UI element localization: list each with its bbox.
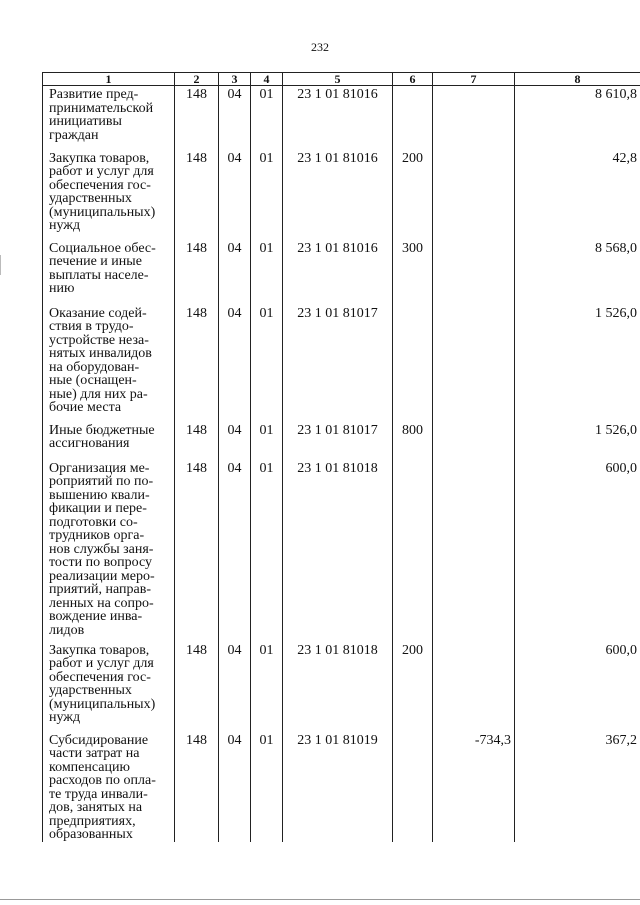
row-ministry-code: 148 [175, 305, 219, 422]
row-expense-type [393, 305, 433, 422]
row-expense-type: 800 [393, 422, 433, 460]
row-target-article: 23 1 01 81016 [283, 150, 393, 240]
row-amount: 1 526,0 [515, 305, 640, 422]
row-change-amount: -734,3 [433, 732, 515, 842]
row-description: Закупка товаров, работ и услуг для обеспечения гос- ударственных (муниципальных) нужд [43, 150, 175, 240]
row-description: Организация ме- роприятий по по- вышению квали- фикации и пере- подготовки со- трудников орга- нов службы заня- тости по вопросу реализации меро- приятий, направ- ленных на сопро- вождение инва- лидов [43, 460, 175, 642]
row-amount: 1 526,0 [515, 422, 640, 460]
row-change-amount [433, 460, 515, 642]
row-section-code: 04 [219, 86, 251, 150]
row-ministry-code: 148 [175, 240, 219, 305]
row-section-code: 04 [219, 732, 251, 842]
row-ministry-code: 148 [175, 422, 219, 460]
row-expense-type [393, 732, 433, 842]
row-subsection-code: 01 [251, 422, 283, 460]
row-subsection-code: 01 [251, 732, 283, 842]
row-ministry-code: 148 [175, 150, 219, 240]
row-description: Иные бюджетные ассигнования [43, 422, 175, 460]
row-change-amount [433, 305, 515, 422]
row-expense-type [393, 460, 433, 642]
page-number: 232 [311, 40, 329, 54]
col-header-3: 3 [219, 73, 251, 86]
row-section-code: 04 [219, 150, 251, 240]
row-amount: 367,2 [515, 732, 640, 842]
row-subsection-code: 01 [251, 460, 283, 642]
row-change-amount [433, 86, 515, 150]
table-row [43, 732, 640, 842]
row-subsection-code: 01 [251, 305, 283, 422]
row-target-article: 23 1 01 81018 [283, 642, 393, 732]
row-subsection-code: 01 [251, 86, 283, 150]
row-change-amount [433, 240, 515, 305]
row-section-code: 04 [219, 460, 251, 642]
row-target-article: 23 1 01 81019 [283, 732, 393, 842]
row-subsection-code: 01 [251, 150, 283, 240]
row-subsection-code: 01 [251, 240, 283, 305]
budget-table [42, 72, 640, 842]
col-header-8: 8 [515, 73, 640, 86]
table-row [43, 422, 640, 460]
row-section-code: 04 [219, 422, 251, 460]
row-target-article: 23 1 01 81016 [283, 240, 393, 305]
col-header-1: 1 [43, 73, 175, 86]
row-description: Развитие пред- принимательской инициативы граждан [43, 86, 175, 150]
table-row [43, 150, 640, 240]
row-amount: 8 568,0 [515, 240, 640, 305]
table-row [43, 86, 640, 150]
row-expense-type [393, 86, 433, 150]
header-row [43, 73, 640, 86]
table-row [43, 240, 640, 305]
row-target-article: 23 1 01 81017 [283, 305, 393, 422]
row-section-code: 04 [219, 240, 251, 305]
row-target-article: 23 1 01 81017 [283, 422, 393, 460]
row-amount: 8 610,8 [515, 86, 640, 150]
col-header-6: 6 [393, 73, 433, 86]
scan-edge-mark [0, 255, 1, 275]
row-description: Социальное обес- печение и иные выплаты населе- нию [43, 240, 175, 305]
row-target-article: 23 1 01 81016 [283, 86, 393, 150]
row-change-amount [433, 642, 515, 732]
row-expense-type: 300 [393, 240, 433, 305]
row-change-amount [433, 150, 515, 240]
row-section-code: 04 [219, 305, 251, 422]
col-header-5: 5 [283, 73, 393, 86]
row-target-article: 23 1 01 81018 [283, 460, 393, 642]
row-subsection-code: 01 [251, 642, 283, 732]
row-ministry-code: 148 [175, 460, 219, 642]
col-header-4: 4 [251, 73, 283, 86]
row-description: Оказание содей- ствия в трудо- устройстве неза- нятых инвалидов на оборудован- ные (оснащен- ные) для них ра- бочие места [43, 305, 175, 422]
row-expense-type: 200 [393, 150, 433, 240]
row-amount: 600,0 [515, 642, 640, 732]
row-description: Субсидирование части затрат на компенсацию расходов по опла- те труда инвали- дов, занятых на предприятиях, образованных [43, 732, 175, 842]
scan-bottom-edge [0, 899, 640, 900]
row-ministry-code: 148 [175, 732, 219, 842]
row-change-amount [433, 422, 515, 460]
row-expense-type: 200 [393, 642, 433, 732]
row-amount: 42,8 [515, 150, 640, 240]
row-ministry-code: 148 [175, 642, 219, 732]
row-section-code: 04 [219, 642, 251, 732]
col-header-2: 2 [175, 73, 219, 86]
col-header-7: 7 [433, 73, 515, 86]
table-row [43, 642, 640, 732]
row-amount: 600,0 [515, 460, 640, 642]
table-row [43, 460, 640, 642]
row-ministry-code: 148 [175, 86, 219, 150]
row-description: Закупка товаров, работ и услуг для обеспечения гос- ударственных (муниципальных) нужд [43, 642, 175, 732]
table-row [43, 305, 640, 422]
